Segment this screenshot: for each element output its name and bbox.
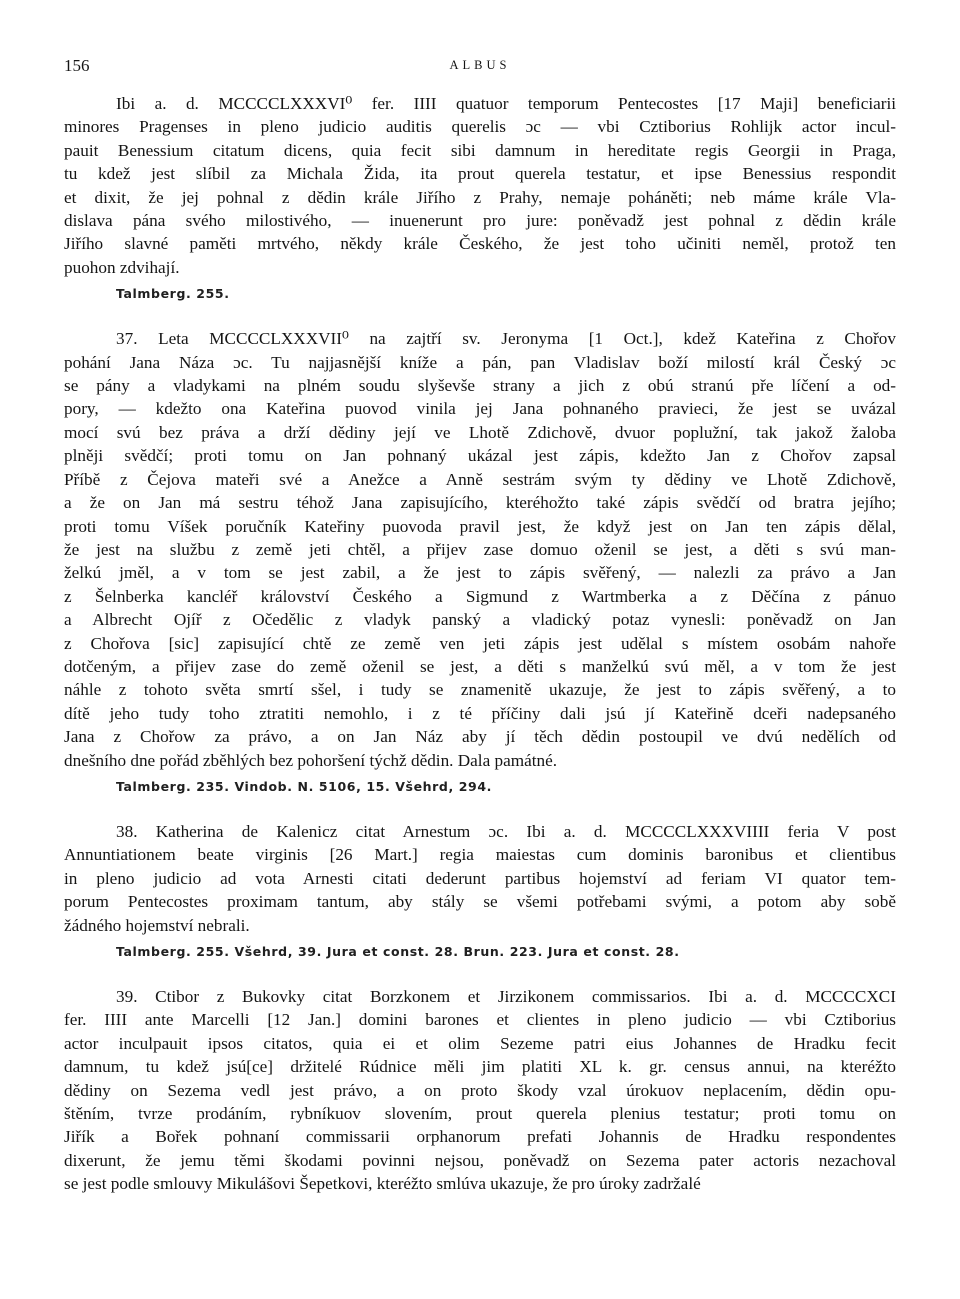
text-line: Jiřík a Bořek pohnaní commissarii orphanorum prefati Johannis de Hradku respondentes — [64, 1127, 896, 1147]
page-header — [64, 56, 896, 82]
text-line: Jana z Chořow za právo, a on Jan Náz aby jí těch dědin postoupil ve dvú nedělích od — [64, 727, 896, 747]
text-line: puohon zdvihají. — [64, 257, 180, 277]
text-line: tu kdež jest slíbil za Michala Žida, ita prout querela testatur, et ipse Benessius respondit — [64, 164, 896, 184]
text-line: z Chořova [sic] zapisující chtě ze země ven jeti zápis jest udělal s místem osobám nahoře — [64, 633, 896, 653]
text-line: dixerunt, že jemu těmi škodami povinni nejsou, poněvadž on Sezema pater actoris nezachoval — [64, 1150, 896, 1170]
text-line: se jest podle smlouvy Mikulášovi Šepetkovi, kteréžto smlúva ukazuje, že pro úroky zadržalé — [64, 1174, 701, 1194]
text-line: pauit Benessium citatum dicens, quia fecit sibi damnum in hereditate regis Georgii in Praga, — [64, 140, 896, 160]
text-line: 39. Ctibor z Bukovky citat Borzkonem et Jirzikonem commissarios. Ibi a. d. MCCCCXCI — [116, 987, 896, 1006]
text-line: 37. Leta MCCCCLXXXVII⁰ na zajtří sv. Jeronyma [1 Oct.], kdež Kateřina z Chořov — [116, 329, 896, 349]
text-line: et dixit, že jej pohnal z dědin krále Jiřího z Prahy, nemaje poháněti; neb máme krále Vla- — [64, 187, 896, 207]
text-line: Annuntiationem beate virginis [26 Mart.] regia maiestas cum dominis baronibus et clientibus — [64, 845, 896, 865]
source-citation: Talmberg. 255. — [116, 286, 230, 302]
text-line: damnum, tu kdež jsú[ce] držitelé Rúdnice měli jim platiti XL k. gr. census annui, na kteréžto — [64, 1057, 896, 1077]
text-line: Ibi a. d. MCCCCLXXXVI⁰ fer. IIII quatuor temporum Pentecostes [17 Maji] beneficiarii — [116, 94, 896, 113]
text-line: a Albrecht Ojíř z Očedělic z vladyk panský a vladický potaz vynesli: poněvadž on Jan — [64, 610, 896, 630]
text-line: a že on Jan má sestru téhož Jana zapisujícího, kteréhožto také zápis svědčí od bratra jejího; — [64, 493, 896, 513]
text-line: z Šelnberka kancléř království Českého a Sigmund z Wartmberka a z Děčína z pánuo — [64, 586, 896, 606]
text-line: Jiřího slavné paměti mrtvého, někdy krále Českého, že jest toho učiniti neměl, protož ten — [64, 234, 896, 254]
text-line: štěním, tvrze prodáním, rybníkuov slovením, prout querela plenius testatur; proti tomu on — [64, 1104, 896, 1124]
text-line: náhle z tohoto světa smrtí sšel, i tudy se znamenitě ukazuje, že jest to zápis svěřený, a to — [64, 680, 896, 700]
source-citation: Talmberg. 235. Vindob. N. 5106, 15. Všehrd, 294. — [116, 778, 493, 794]
running-title: ALBUS — [449, 58, 511, 72]
paragraph-gap — [64, 301, 896, 327]
text-line: želkú jměl, a v tom se jest zabil, a že jest to zápis svěřený, — nalezli za právo a Jan — [64, 563, 896, 583]
text-line: pohání Jana Náza ɔc. Tu najjasnější kníže a pán, pan Vladislav boží milostí král Český ɔc — [64, 352, 896, 372]
text-line: dnešního dne pořád zběhlých bez pohoršení týchž dědin. Dala památné. — [64, 750, 558, 770]
text-line: plněji svědčí; proti tomu on Jan pohnaný ukázal jest zápis, kdežto Jan z Chořov zapsal — [64, 446, 896, 466]
text-line: že jest na službu z země jeti chtěl, a přijev zase domuo oženil se jest, a děti s svú man- — [64, 539, 896, 559]
entry-paragraph — [64, 92, 896, 279]
text-line: fer. IIII ante Marcelli [12 Jan.] domini barones et clientes in pleno judicio — vbi Cztiborius — [64, 1010, 896, 1030]
text-line: se pány a vladykami na plném soudu slyševše strany a jich z obú stranú pře líčení a od- — [64, 376, 896, 396]
source-citation: Talmberg. 255. Všehrd, 39. Jura et const. 28. Brun. 223. Jura et const. 28. — [116, 944, 680, 959]
text-line: proti tomu Víšek poručník Kateřiny puovoda pravil jest, že když jest on Jan ten zápis dělal, — [64, 516, 896, 536]
paragraph-gap — [64, 794, 896, 820]
paragraph-gap — [64, 959, 896, 985]
entry-paragraph — [64, 327, 896, 772]
text-line: žádného hojemství nebrali. — [64, 915, 250, 935]
text-line: porum Pentecostes proximam tantum, aby stály se všemi potřebami svými, a potom aby sobě — [64, 892, 896, 912]
text-line: minores Pragenses in pleno judicio auditis querelis ɔc — vbi Cztiborius Rohlijk actor incul- — [64, 117, 896, 137]
page-body — [64, 92, 896, 1196]
text-line: Příbě z Čejova mateři své a Anežce a Anně sestrám svým ty dědiny ve Lhotě Zdichově, — [64, 469, 896, 489]
page-number: 156 — [64, 56, 90, 75]
text-line: dědiny on Sezema vedl jest právo, a on proto škody vzal úrokuov neplacením, dědin opu- — [64, 1080, 896, 1100]
entry-paragraph — [64, 985, 896, 1196]
text-line: actor inculpauit ipsos citatos, quia ei et olim Sezeme patri eius Johannes de Hradku fecit — [64, 1033, 896, 1053]
text-line: mocí svú bez práva a drží dědiny její ve Lhotě Zdichově, dvuor poplužní, tak jakož žaloba — [64, 422, 896, 442]
text-line: dislava pána svého milostivého, — inuenerunt pro jure: poněvadž jest pohnal z dědin krále — [64, 211, 896, 231]
text-line: 38. Katherina de Kalenicz citat Arnestum ɔc. Ibi a. d. MCCCCLXXXVIIII feria V post — [116, 821, 896, 841]
text-line: pory, — kdežto ona Kateřina puovod vinila jej Jana pohnaného pravieci, že jest se uvázal — [64, 399, 896, 419]
text-line: dotčeným, a přijev zase do země oženil se jest, a děti s manželkú svú měl, a v tom že jest — [64, 656, 896, 676]
text-line: dítě jeho tudy toho ztratiti nemohlo, i z té příčiny dali jsú jí Kateřině dceři nadepsaného — [64, 703, 896, 723]
entry-paragraph — [64, 820, 896, 937]
text-line: in pleno judicio ad vota Arnesti citati dederunt partibus hojemství ad feriam VI quator tem- — [64, 868, 896, 888]
